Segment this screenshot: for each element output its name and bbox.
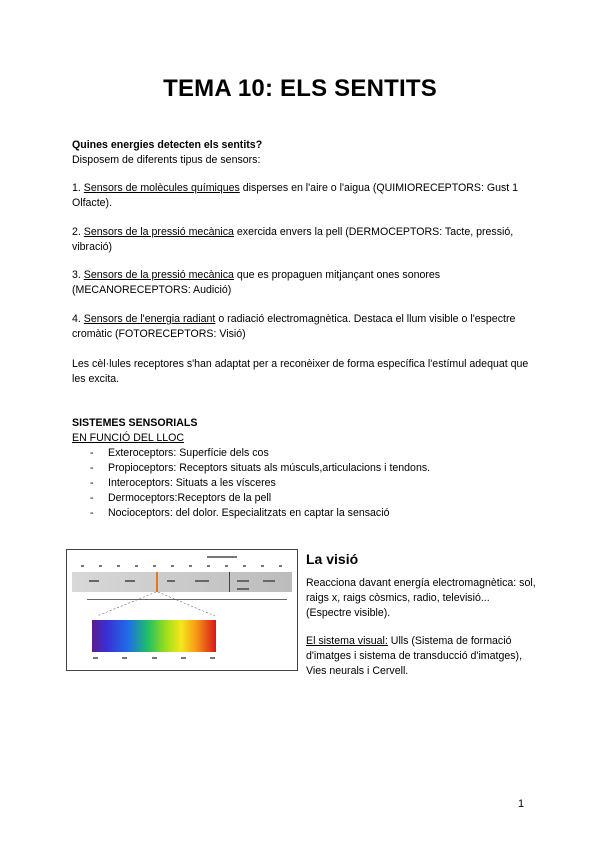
item-number: 1. — [72, 182, 81, 194]
spectrum-figure — [66, 549, 298, 671]
systems-list — [72, 446, 532, 521]
list-item: - Exteroceptors: Superfície dels cos — [90, 447, 269, 460]
visio-paragraph-2-text: Ulls (Sistema de formació d'imatges i sistema de transducció d'imatges), Vies neurals i Cervell. — [306, 634, 523, 678]
visio-paragraph-2 — [306, 634, 536, 679]
visual-system-label: El sistema visual: — [306, 634, 388, 647]
systems-section — [72, 416, 532, 521]
item-1 — [72, 181, 532, 211]
item-text: disperses en l'aire o l'aigua (QUIMIORECEPTORS: Gust 1 Olfacte). — [72, 182, 519, 210]
intro-block — [72, 138, 532, 168]
visio-heading: La visió — [306, 551, 359, 567]
cells-paragraph: Les cèl·lules receptores s'han adaptat per a reconèixer de forma específica l'estímul adequat que les excita. — [72, 358, 529, 386]
visio-paragraph-1: Reacciona davant energía electromagnètica: sol, raigs x, raigs còsmics, radio, televisió... (Espectre visible). — [306, 576, 536, 619]
list-item: - Interoceptors: Situats a les vísceres — [90, 477, 276, 490]
item-underlined: Sensors de la pressió mecànica — [83, 269, 234, 281]
page-number: 1 — [518, 798, 525, 810]
item-underlined: Sensors de l'energia radiant — [83, 313, 216, 325]
item-number: 3. — [72, 269, 81, 281]
systems-subheading: EN FUNCIÓ DEL LLOC — [72, 432, 185, 445]
electromagnetic-spectrum-diagram — [67, 550, 297, 670]
item-number: 4. — [72, 313, 81, 325]
item-number: 2. — [72, 226, 81, 238]
item-text: exercida envers la pell (DERMOCEPTORS: Tacte, pressió, vibració) — [72, 226, 514, 254]
item-underlined: Sensors de la pressió mecànica — [83, 226, 234, 238]
item-underlined: Sensors de molècules químiques — [83, 182, 240, 194]
list-item: - Nocioceptors: del dolor. Especialitzats en captar la sensació — [90, 507, 390, 520]
item-text: o radiació electromagnètica. Destaca el llum visible o l'espectre cromàtic (FOTORECEPTORS: Visió) — [72, 313, 516, 341]
visio-section — [306, 550, 536, 679]
item-text: que es propaguen mitjançant ones sonores (MECANORECEPTORS: Audició) — [72, 269, 441, 297]
item-4 — [72, 312, 532, 342]
list-item: - Propioceptors: Receptors situats als músculs,articulacions i tendons. — [90, 462, 431, 475]
systems-heading: SISTEMES SENSORIALS — [72, 417, 198, 429]
item-2 — [72, 225, 532, 255]
page-title: TEMA 10: ELS SENTITS — [163, 75, 437, 102]
item-3 — [72, 268, 532, 298]
intro-line: Disposem de diferents tipus de sensors: — [72, 154, 261, 167]
list-item: - Dermoceptors:Receptors de la pell — [90, 492, 272, 505]
intro-question: Quines energies detecten els sentits? — [72, 139, 263, 151]
